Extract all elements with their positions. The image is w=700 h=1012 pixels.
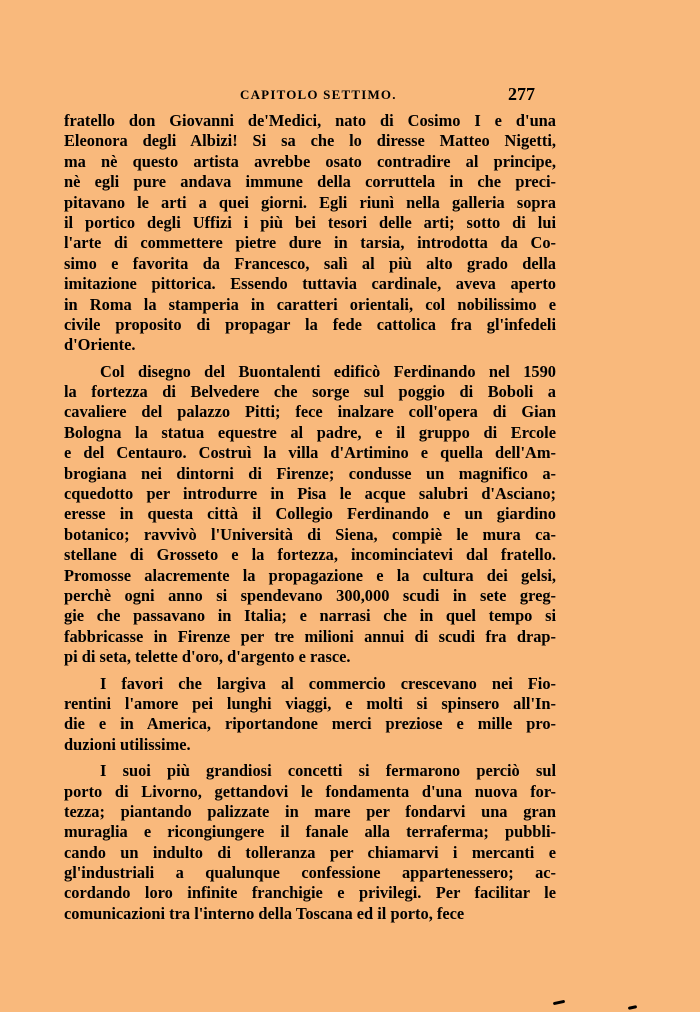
text-line: Promosse alacremente la propagazione e la cultura dei gelsi, bbox=[64, 565, 556, 585]
text-line: cquedotto per introdurre in Pisa le acque salubri d'Asciano; bbox=[64, 484, 556, 504]
text-line: botanico; ravvivò l'Università di Siena, compiè le mura ca- bbox=[64, 524, 556, 544]
text-line: la fortezza di Belvedere che sorge sul poggio di Boboli a bbox=[64, 382, 556, 402]
text-line: civile proposito di propagar la fede cattolica fra gl'infedeli bbox=[64, 314, 556, 334]
text-line: gie che passavano in Italia; e narrasi che in quel tempo si bbox=[64, 606, 556, 626]
text-line: comunicazioni tra l'interno della Toscana ed il porto, fece bbox=[64, 903, 465, 923]
text-line: fratello don Giovanni de'Medici, nato di Cosimo I e d'una bbox=[64, 111, 556, 130]
paragraph bbox=[64, 674, 556, 756]
text-line: die e in America, riportandone merci preziose e mille pro- bbox=[64, 714, 556, 734]
text-line: cavaliere del palazzo Pitti; fece inalzare coll'opera di Gian bbox=[64, 402, 556, 422]
text-line: nè egli pure andava immune della corruttela in che preci- bbox=[64, 172, 556, 192]
text-line: Bologna la statua equestre al padre, e il gruppo di Ercole bbox=[64, 422, 556, 442]
text-line: e del Centauro. Costruì la villa d'Artimino e quella dell'Am- bbox=[64, 443, 556, 463]
ink-smudge-mark bbox=[553, 1000, 565, 1005]
text-line: cordando loro infinite franchigie e privilegi. Per facilitar le bbox=[64, 883, 556, 903]
text-line: pitavano le arti a quei giorni. Egli riunì nella galleria sopra bbox=[64, 192, 556, 212]
text-line: in Roma la stamperia in caratteri orientali, col nobilissimo e bbox=[64, 294, 556, 314]
text-line: imitazione pittorica. Essendo tuttavia cardinale, aveva aperto bbox=[64, 274, 556, 294]
paragraph bbox=[64, 761, 556, 924]
text-line: I suoi più grandiosi concetti si fermarono perciò sul bbox=[100, 761, 556, 781]
text-line: d'Oriente. bbox=[64, 335, 136, 355]
text-line: pi di seta, telette d'oro, d'argento e rasce. bbox=[64, 647, 351, 667]
text-line: tezza; piantando palizzate in mare per fondarvi una gran bbox=[64, 801, 556, 821]
text-line: Eleonora degli Albizi! Si sa che lo diresse Matteo Nigetti, bbox=[64, 131, 556, 151]
text-line: cando un indulto di tolleranza per chiamarvi i mercanti e bbox=[64, 842, 556, 862]
text-line: gl'industriali a qualunque confessione appartenessero; ac- bbox=[64, 863, 556, 883]
text-line: brogiana nei dintorni di Firenze; condusse un magnifico a- bbox=[64, 463, 556, 483]
text-line: l'arte di commettere pietre dure in tarsia, introdotta da Co- bbox=[64, 233, 556, 253]
text-line: stellane di Grosseto e la fortezza, incominciatevi dal fratello. bbox=[64, 545, 556, 565]
body-text bbox=[64, 111, 556, 924]
text-line: Col disegno del Buontalenti edificò Ferdinando nel 1590 bbox=[100, 361, 556, 381]
text-line: porto di Livorno, gettandovi le fondamenta d'una nuova for- bbox=[64, 781, 556, 801]
text-line: il portico degli Uffizi i più bei tesori delle arti; sotto di lui bbox=[64, 212, 556, 232]
page-number: 277 bbox=[508, 84, 535, 104]
text-line: rentini l'amore pei lunghi viaggi, e molti si spinsero all'In- bbox=[64, 693, 556, 713]
running-header bbox=[64, 84, 550, 107]
text-line: eresse in questa città il Collegio Ferdinando e un giardino bbox=[64, 504, 556, 524]
text-line: muraglia e ricongiungere il fanale alla terraferma; pubbli- bbox=[64, 822, 556, 842]
ink-smudge-mark bbox=[628, 1005, 637, 1010]
text-line: duzioni utilissime. bbox=[64, 734, 191, 754]
chapter-title: CAPITOLO SETTIMO. bbox=[240, 87, 397, 102]
paragraph bbox=[64, 111, 556, 356]
text-line: simo e favorita da Francesco, salì al più alto grado della bbox=[64, 253, 556, 273]
text-line: ma nè questo artista avrebbe osato contradire al principe, bbox=[64, 151, 556, 171]
paragraph bbox=[64, 362, 556, 668]
text-line: perchè ogni anno si spendevano 300,000 scudi in sete greg- bbox=[64, 585, 556, 605]
text-line: fabbricasse in Firenze per tre milioni annui di scudi fra drap- bbox=[64, 626, 556, 646]
text-line: I favori che largiva al commercio crescevano nei Fio- bbox=[100, 673, 556, 693]
